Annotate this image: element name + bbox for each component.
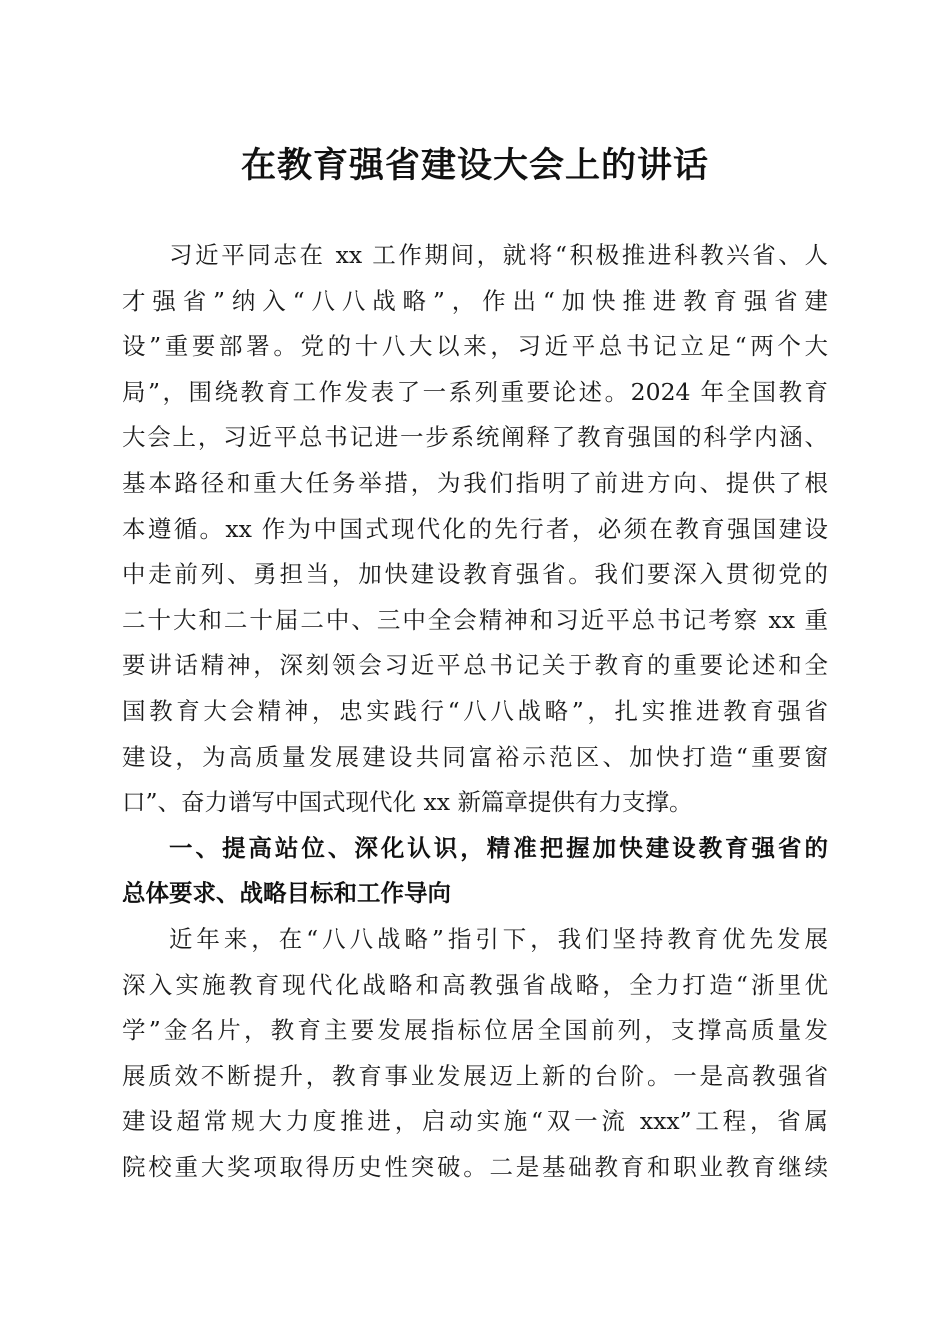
document-body xyxy=(122,233,828,1190)
text-line: 深入实施教育现代化战略和高教强省战略，全力打造“浙里优 xyxy=(122,970,828,999)
section-heading-1 xyxy=(122,826,828,917)
text-line: 设”重要部署。党的十八大以来，习近平总书记立足“两个大 xyxy=(122,332,828,361)
text-line: 大会上，习近平总书记进一步系统阐释了教育强国的科学内涵、 xyxy=(122,423,828,452)
text-line: 展质效不断提升，教育事业发展迈上新的台阶。一是高教强省 xyxy=(122,1061,828,1090)
paragraph-section-1 xyxy=(122,917,828,1191)
text-line: 学”金名片，教育主要发展指标位居全国前列，支撑高质量发 xyxy=(122,1016,828,1045)
text-line: 国教育大会精神，忠实践行“八八战略”，扎实推进教育强省 xyxy=(122,696,828,725)
text-line: 才强省”纳入“八八战略”，作出“加快推进教育强省建 xyxy=(122,286,828,315)
text-line: 基本路径和重大任务举措，为我们指明了前进方向、提供了根 xyxy=(122,468,828,497)
text-line: 中走前列、勇担当，加快建设教育强省。我们要深入贯彻党的 xyxy=(122,560,828,589)
text-line: 局”，围绕教育工作发表了一系列重要论述。2024 年全国教育 xyxy=(122,377,828,406)
text-line: 建设超常规大力度推进，启动实施“双一流 xxx”工程，省属 xyxy=(122,1107,828,1136)
text-line: 近年来，在“八八战略”指引下，我们坚持教育优先发展 xyxy=(169,924,828,953)
text-line: 建设，为高质量发展建设共同富裕示范区、加快打造“重要窗 xyxy=(122,742,828,771)
text-line: 口”、奋力谱写中国式现代化 xx 新篇章提供有力支撑。 xyxy=(122,788,693,817)
text-line: 本遵循。xx 作为中国式现代化的先行者，必须在教育强国建设 xyxy=(122,514,828,543)
heading-line: 一、提高站位、深化认识，精准把握加快建设教育强省的 xyxy=(169,833,828,862)
text-line: 二十大和二十届二中、三中全会精神和习近平总书记考察 xx 重 xyxy=(122,605,828,634)
document-title: 在教育强省建设大会上的讲话 xyxy=(240,145,709,186)
text-line: 院校重大奖项取得历史性突破。二是基础教育和职业教育继续 xyxy=(122,1152,828,1181)
text-line: 要讲话精神，深刻领会习近平总书记关于教育的重要论述和全 xyxy=(122,651,828,680)
paragraph-intro xyxy=(122,233,828,826)
text-line: 习近平同志在 xx 工作期间，就将“积极推进科教兴省、人 xyxy=(169,241,828,269)
heading-line: 总体要求、战略目标和工作导向 xyxy=(122,879,451,908)
